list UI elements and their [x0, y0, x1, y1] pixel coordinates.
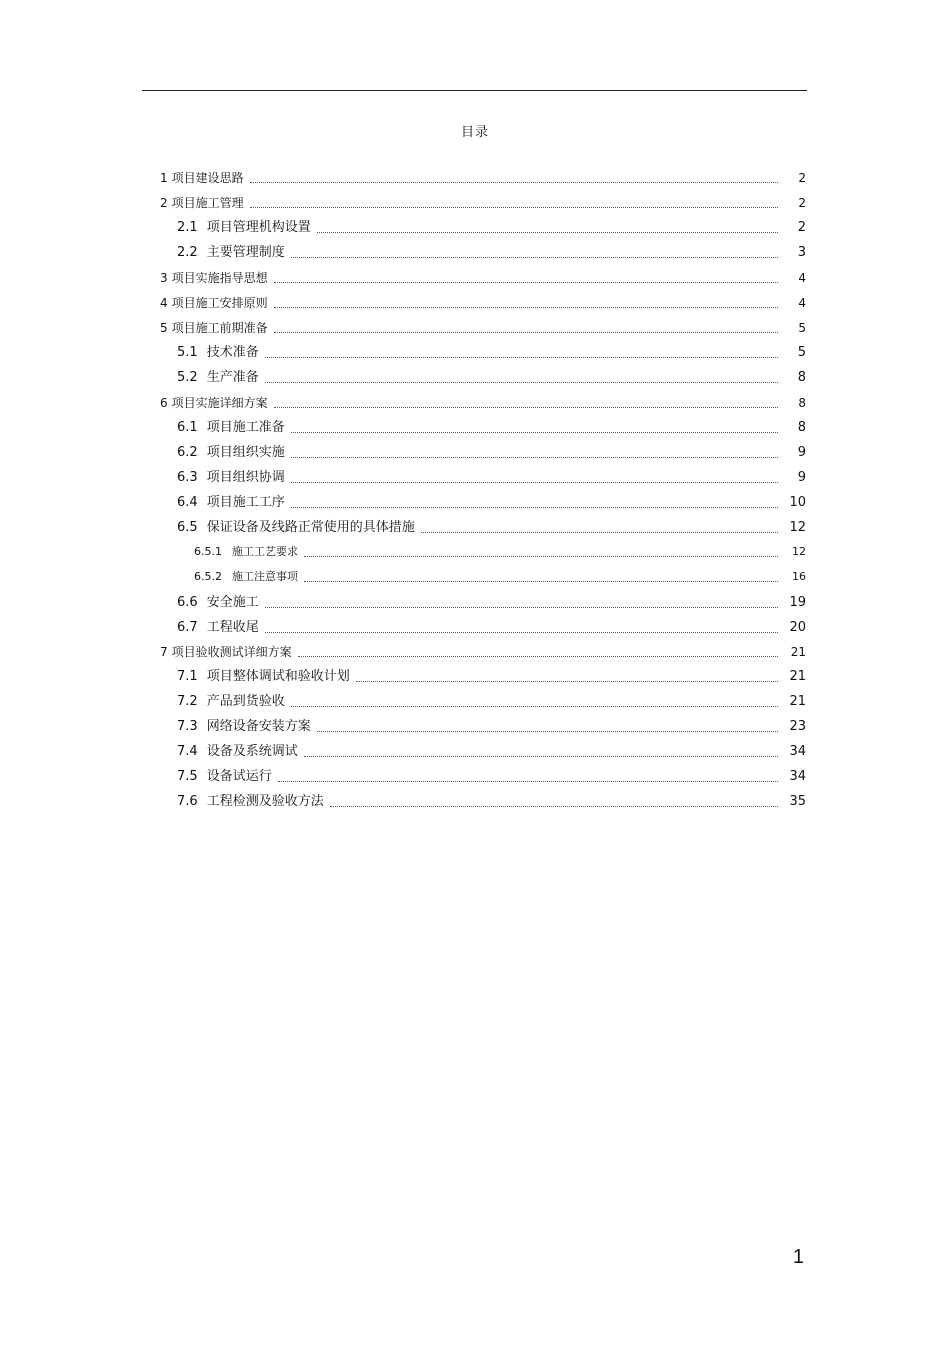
toc-entry-label	[160, 644, 296, 660]
toc-entry-title: 施工工艺要求	[232, 545, 298, 558]
toc-leader-dots	[265, 607, 778, 608]
toc-leader-dots	[304, 581, 778, 582]
toc-entry-title: 技术准备	[206, 345, 259, 360]
toc-entry-label	[177, 245, 289, 261]
toc-leader-dots	[304, 556, 778, 557]
toc-entry-label	[160, 295, 272, 311]
toc-entry[interactable]	[177, 669, 806, 685]
toc-leader-dots	[291, 457, 778, 458]
toc-entry-page: 16	[792, 570, 806, 583]
toc-entry-title: 设备试运行	[206, 769, 272, 784]
toc-entry-page: 9	[797, 470, 806, 485]
toc-entry-title: 工程检测及验收方法	[206, 794, 324, 809]
toc-entry-title: 项目管理机构设置	[206, 220, 311, 235]
toc-entry-page: 21	[789, 694, 806, 709]
toc-entry-title: 项目施工工序	[206, 495, 285, 510]
toc-entry-label	[160, 270, 272, 286]
toc-leader-dots	[278, 781, 778, 782]
toc-entry-label	[177, 595, 263, 611]
toc-entry-label	[177, 719, 315, 735]
toc-entry[interactable]	[177, 520, 806, 536]
toc-entry[interactable]	[177, 370, 806, 386]
toc-entry-title: 项目整体调试和验收计划	[206, 669, 350, 684]
toc-entry-label	[177, 694, 289, 710]
toc-entry-number: 7.1	[177, 669, 198, 684]
toc-leader-dots	[265, 632, 778, 633]
toc-entry-title: 生产准备	[206, 370, 259, 385]
toc-entry-page: 34	[789, 769, 806, 784]
toc-entry[interactable]	[194, 569, 806, 585]
toc-entry[interactable]	[194, 544, 806, 560]
toc-entry-page: 8	[797, 370, 806, 385]
toc-entry-number: 6	[160, 396, 168, 410]
toc-entry-label	[177, 744, 302, 760]
toc-leader-dots	[250, 207, 778, 208]
toc-leader-dots	[317, 731, 778, 732]
toc-entry-title: 项目施工安排原则	[171, 296, 268, 310]
toc-leader-dots	[317, 232, 778, 233]
toc-entry-page: 21	[789, 669, 806, 684]
toc-leader-dots	[298, 656, 778, 657]
toc-entry-number: 6.6	[177, 595, 198, 610]
page-number: 1	[792, 1246, 804, 1268]
toc-entry[interactable]	[177, 744, 806, 760]
toc-entry-title: 网络设备安装方案	[206, 719, 311, 734]
toc-entry[interactable]	[177, 719, 806, 735]
toc-leader-dots	[330, 806, 778, 807]
toc-entry-title: 项目施工准备	[206, 420, 285, 435]
toc-entry-number: 2.2	[177, 245, 198, 260]
toc-leader-dots	[291, 706, 778, 707]
toc-entry-label	[160, 170, 248, 186]
toc-entry[interactable]	[177, 470, 806, 486]
toc-entry-number: 2	[160, 196, 168, 210]
toc-entry-number: 6.4	[177, 495, 198, 510]
toc-entry-number: 7.4	[177, 744, 198, 759]
toc-entry-title: 项目组织协调	[206, 470, 285, 485]
toc-leader-dots	[274, 282, 778, 283]
toc-entry-title: 设备及系统调试	[206, 744, 298, 759]
toc-entry[interactable]	[177, 445, 806, 461]
toc-entry-number: 5	[160, 321, 168, 335]
toc-entry-page: 20	[789, 620, 806, 635]
toc-entry-title: 项目组织实施	[206, 445, 285, 460]
toc-entry-title: 项目验收测试详细方案	[171, 645, 292, 659]
toc-entry-page: 2	[798, 171, 806, 185]
toc-entry[interactable]	[177, 694, 806, 710]
toc-entry-page: 34	[789, 744, 806, 759]
toc-entry[interactable]	[177, 345, 806, 361]
toc-entry-number: 7.5	[177, 769, 198, 784]
toc-entry[interactable]	[177, 769, 806, 785]
toc-entry-title: 项目施工管理	[171, 196, 244, 210]
toc-entry-page: 8	[797, 420, 806, 435]
toc-entry-title: 项目建设思路	[171, 171, 244, 185]
toc-entry-title: 安全施工	[206, 595, 259, 610]
toc-entry-title: 项目实施指导思想	[171, 271, 268, 285]
toc-title: 目录	[460, 125, 489, 140]
toc-entry-number: 1	[160, 171, 168, 185]
toc-entry-label	[194, 569, 302, 585]
toc-entry-page: 2	[797, 220, 806, 235]
toc-leader-dots	[274, 332, 778, 333]
toc-entry-number: 6.5.2	[194, 570, 222, 583]
toc-entry-number: 7	[160, 645, 168, 659]
toc-entry-title: 保证设备及线路正常使用的具体措施	[206, 520, 415, 535]
toc-entry-page: 23	[789, 719, 806, 734]
toc-entry-number: 7.2	[177, 694, 198, 709]
toc-entry-page: 12	[792, 545, 806, 558]
toc-entry-label	[177, 669, 354, 685]
toc-entry-label	[177, 445, 289, 461]
toc-entry-page: 4	[798, 271, 806, 285]
toc-leader-dots	[291, 482, 778, 483]
toc-entry[interactable]	[177, 245, 806, 261]
toc-leader-dots	[274, 407, 778, 408]
toc-leader-dots	[291, 432, 778, 433]
toc-entry-page: 3	[797, 245, 806, 260]
toc-entry-number: 5.1	[177, 345, 198, 360]
toc-entry-title: 施工注意事项	[232, 570, 298, 583]
toc-leader-dots	[274, 307, 778, 308]
toc-entry-label	[177, 345, 263, 361]
toc-entry-label	[160, 395, 272, 411]
toc-entry-page: 2	[798, 196, 806, 210]
toc-entry[interactable]	[177, 420, 806, 436]
toc-entry-page: 12	[789, 520, 806, 535]
toc-entry[interactable]	[160, 270, 806, 286]
toc-leader-dots	[250, 182, 778, 183]
toc-entry-number: 6.5	[177, 520, 198, 535]
toc-entry-label	[194, 544, 302, 560]
toc-entry[interactable]	[160, 395, 806, 411]
toc-leader-dots	[304, 756, 778, 757]
toc-entry[interactable]	[177, 220, 806, 236]
toc-entry-label	[177, 794, 328, 810]
toc-entry-number: 6.2	[177, 445, 198, 460]
toc-entry-title: 项目施工前期准备	[171, 321, 268, 335]
toc-entry[interactable]	[177, 794, 806, 810]
toc-entry-page: 9	[797, 445, 806, 460]
toc-entry-page: 4	[798, 296, 806, 310]
toc-leader-dots	[265, 357, 778, 358]
toc-entry-label	[177, 520, 419, 536]
toc-entry-number: 6.1	[177, 420, 198, 435]
toc-entry-number: 3	[160, 271, 168, 285]
toc-entry-page: 8	[798, 396, 806, 410]
toc-entry-label	[177, 495, 289, 511]
toc-entry[interactable]	[160, 295, 806, 311]
toc-leader-dots	[265, 382, 778, 383]
toc-entry-number: 5.2	[177, 370, 198, 385]
toc-entry-label	[177, 470, 289, 486]
toc-entry-label	[177, 220, 315, 236]
toc-entry-title: 项目实施详细方案	[171, 396, 268, 410]
toc-leader-dots	[291, 507, 778, 508]
toc-entry-number: 6.5.1	[194, 545, 222, 558]
toc-entry[interactable]	[160, 644, 806, 660]
toc-entry-page: 5	[798, 321, 806, 335]
toc-entry[interactable]	[177, 495, 806, 511]
toc-entry[interactable]	[160, 170, 806, 186]
toc-entry-page: 19	[789, 595, 806, 610]
toc-leader-dots	[291, 257, 778, 258]
toc-entry-number: 7.6	[177, 794, 198, 809]
toc-entry-page: 5	[797, 345, 806, 360]
toc-entry-page: 21	[790, 645, 806, 659]
toc-entry-number: 7.3	[177, 719, 198, 734]
toc-entry-label	[177, 769, 276, 785]
toc-entry-title: 产品到货验收	[206, 694, 285, 709]
toc-entry-number: 6.7	[177, 620, 198, 635]
toc-entry-page: 35	[789, 794, 806, 809]
toc-entry[interactable]	[177, 595, 806, 611]
toc-entry-number: 6.3	[177, 470, 198, 485]
toc-entry-number: 2.1	[177, 220, 198, 235]
toc-entry-label	[160, 195, 248, 211]
toc-leader-dots	[356, 681, 778, 682]
toc-entry-title: 工程收尾	[206, 620, 259, 635]
toc-entry-page: 10	[789, 495, 806, 510]
toc-leader-dots	[421, 532, 778, 533]
toc-entry[interactable]	[160, 195, 806, 211]
toc-entry-title: 主要管理制度	[206, 245, 285, 260]
toc-entry-label	[177, 420, 289, 436]
toc-entry-number: 4	[160, 296, 168, 310]
toc-entry[interactable]	[160, 320, 806, 336]
toc-entry-label	[160, 320, 272, 336]
toc-entry-label	[177, 370, 263, 386]
toc-entry[interactable]	[177, 620, 806, 636]
toc-entry-label	[177, 620, 263, 636]
